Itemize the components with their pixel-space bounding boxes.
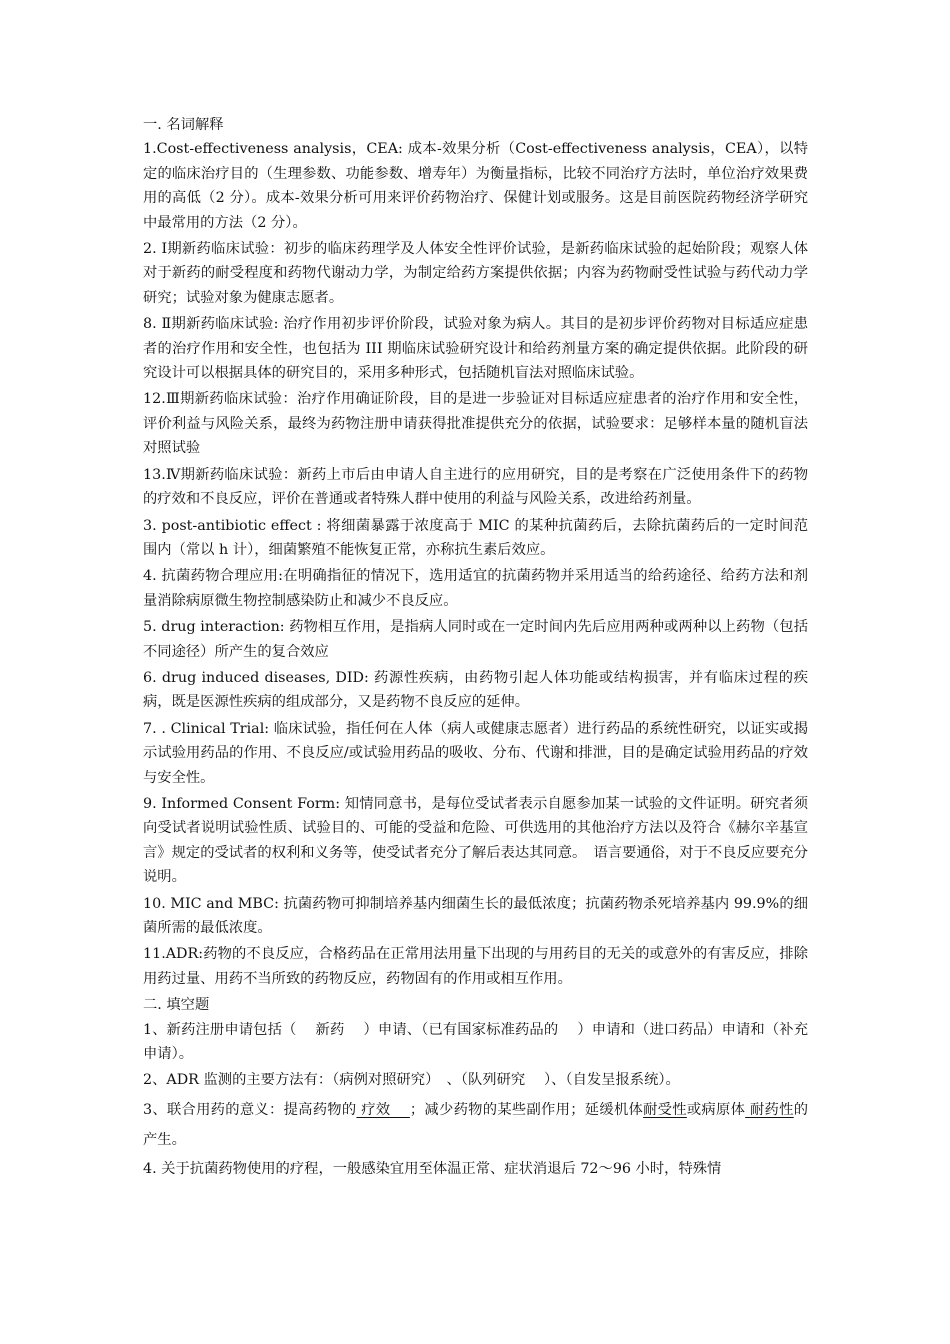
definition-phase-1-trial: 2. Ⅰ期新药临床试验：初步的临床药理学及人体安全性评价试验，是新药临床试验的起始阶段；观察人体对于新药的耐受程度和药物代谢动力学，为制定给药方案提供依据；内容为药物耐受性试验与药代动力学研究；试验对象为健康志愿者。 [143,241,808,306]
fill-question-3 [143,1095,808,1155]
fill-question-1: 1、新药注册申请包括（ 新药 ）申请、（已有国家标准药品的 ）申请和（进口药品）申请和（补充申请）。 [143,1021,808,1063]
fill-question-3-text-d: 的产生。 [143,1101,809,1148]
document-body [143,113,808,1183]
definition-adr: 11.ADR:药物的不良反应，合格药品在正常用法用量下出现的与用药目的无关的或意外的有害反应，排除用药过量、用药不当所致的药物反应，药物固有的作用或相互作用。 [143,946,808,987]
definition-post-antibiotic-effect: 3. post-antibiotic effect : 将细菌暴露于浓度高于 MIC 的某种抗菌药后，去除抗菌药后的一定时间范围内（常以 h 计），细菌繁殖不能恢复正常，亦称抗生素后效应。 [143,517,808,558]
fill-answer-efficacy: 疗效 [356,1101,410,1118]
section-heading-fill-in-blanks: 二. 填空题 [143,997,210,1014]
definition-phase-3-trial: 12.Ⅲ期新药临床试验：治疗作用确证阶段，目的是进一步验证对目标适应症患者的治疗作用和安全性，评价利益与风险关系，最终为药物注册申请获得批准提供充分的依据，试验要求：足够样本量的随机盲法对照试验 [143,391,808,457]
definition-clinical-trial: 7. . Clinical Trial: 临床试验，指任何在人体（病人或健康志愿者）进行药品的系统性研究，以证实或揭示试验用药品的作用、不良反应/或试验用药品的吸收、分布、代谢和排泄，目的是确定试验用药品的疗效与安全性。 [143,720,808,786]
definition-drug-interaction: 5. drug interaction: 药物相互作用，是指病人同时或在一定时间内先后应用两种或两种以上药物（包括不同途径）所产生的复合效应 [143,619,808,660]
fill-answer-tolerance: 耐受性 [643,1101,687,1118]
definition-cea: 1.Cost-effectiveness analysis，CEA: 成本-效果分析（Cost-effectiveness analysis，CEA），以特定的临床治疗目的（生理参数、功能参数、增寿年）为衡量指标，比较不同治疗方法时，单位治疗效果费用的高低（2 分）。成本-效果分析可用来评价药物治疗、保健计划或服务。这是目前医院药物经济学研究中最常用的方法（2 分）。 [143,141,808,231]
definition-rational-antibiotic-use: 4. 抗菌药物合理应用:在明确指征的情况下，选用适宜的抗菌药物并采用适当的给药途径、给药方法和剂量消除病原微生物控制感染防止和减少不良反应。 [143,568,808,609]
fill-question-3-text-a: 3、联合用药的意义：提高药物的 [143,1101,357,1118]
definition-phase-4-trial: 13.Ⅳ期新药临床试验：新药上市后由申请人自主进行的应用研究，目的是考察在广泛使用条件下的药物的疗效和不良反应，评价在普通或者特殊人群中使用的利益与风险关系，改进给药剂量。 [143,466,808,508]
fill-question-3-text-c: 或病原体 [686,1101,746,1118]
fill-question-2: 2、ADR 监测的主要方法有：（病例对照研究） 、（队列研究 ）、（自发呈报系统）。 [143,1072,680,1089]
section-heading-definitions: 一. 名词解释 [143,117,224,133]
fill-question-4: 4. 关于抗菌药物使用的疗程，一般感染宜用至体温正常、症状消退后 72～96 小时，特殊情 [143,1160,722,1177]
definition-informed-consent: 9. Informed Consent Form: 知情同意书，是每位受试者表示自愿参加某一试验的文件证明。研究者须向受试者说明试验性质、试验目的、可能的受益和危险、可供选用的其他治疗方法以及符合《赫尔辛基宣言》规定的受试者的权利和义务等，使受试者充分了解后表达其同意。 语言要通俗，对于不良反应要充分说明。 [143,795,808,886]
definition-drug-induced-diseases: 6. drug induced diseases, DID: 药源性疾病，由药物引起人体功能或结构损害，并有临床过程的疾病，既是医源性疾病的组成部分，又是药物不良反应的延伸。 [143,669,808,711]
fill-question-3-text-b: ；减少药物的某些副作用；延缓机体 [409,1101,644,1118]
definition-phase-2-trial: 8. Ⅱ期新药临床试验: 治疗作用初步评价阶段，试验对象为病人。其目的是初步评价药物对目标适应症患者的治疗作用和安全性，也包括为 III 期临床试验研究设计和给药剂量方案的确定提供依据。此阶段的研究设计可以根据具体的研究目的，采用多种形式，包括随机盲法对照临床试验。 [143,316,808,382]
definition-mic-mbc: 10. MIC and MBC: 抗菌药物可抑制培养基内细菌生长的最低浓度；抗菌药物杀死培养基内 99.9%的细菌所需的最低浓度。 [143,895,808,936]
fill-answer-resistance: 耐药性 [745,1101,794,1118]
